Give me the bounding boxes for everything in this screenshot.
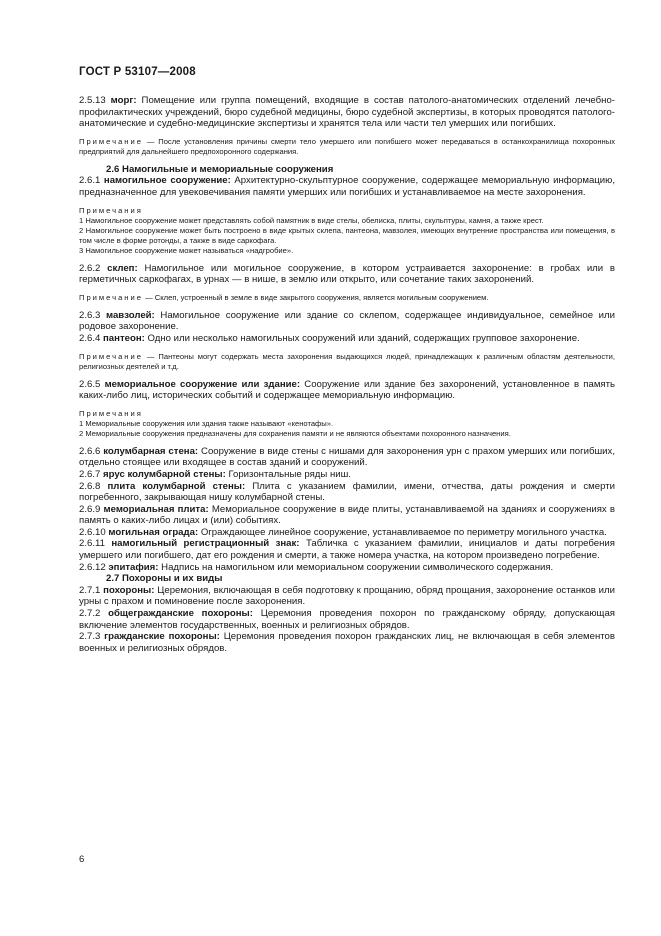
definition-number: 2.5.13: [79, 95, 106, 106]
definition-term: эпитафия:: [108, 561, 159, 573]
notes-item: 1 Намогильное сооружение может представлять собой памятник в виде стелы, обелиска, плиты, скульптуры, камня, а также крест.: [79, 215, 544, 225]
definition-term: склеп:: [107, 262, 138, 274]
definition-term: намогильный регистрационный знак:: [111, 538, 300, 550]
section-heading-2.6: [79, 164, 615, 176]
definition-2.6.5: [79, 379, 615, 402]
definition-text: Церемония, включающая в себя подготовку к прощанию, обряд прощания, захоронение останков или урны с прахом и поминовение после захоронения.: [79, 584, 615, 608]
definition-number: 2.6.9: [79, 503, 101, 515]
definition-text: Церемония проведения похорон гражданских лиц, не включающая в себя элементов военных и религиозных обрядов.: [79, 631, 615, 654]
definition-number: 2.6.8: [79, 480, 101, 492]
definition-number: 2.6.6: [79, 445, 101, 457]
definition-2.6.6: [79, 446, 615, 469]
definition-2.6.9: [79, 504, 615, 527]
definition-text: Сооружение в виде стены с нишами для захоронения урн с прахом умерших или погибших, отдельно стоящее или входящее в состав зданий и сооружений.: [79, 445, 616, 469]
definition-term: мавзолей:: [106, 309, 155, 321]
definition-text: Намогильное сооружение или здание со склепом, содержащее индивидуальное, семейное или родовое захоронение.: [79, 309, 615, 333]
definition-text: Церемония проведения похорон по гражданскому обряду, допускающая включение элементов государственных, военных и религиозных обрядов.: [79, 608, 615, 631]
definition-2.6.2: [79, 263, 615, 286]
note-label: Примечание: [79, 136, 143, 146]
definition-text: Горизонтальные ряды ниш.: [228, 468, 351, 480]
section-number: 2.6: [106, 163, 120, 175]
notes-label: Примечания: [79, 205, 143, 215]
definition-2.6.1: [79, 175, 615, 198]
notes-item: 2 Мемориальные сооружения предназначены для сохранения памяти и не являются объектами похоронного назначения.: [79, 428, 511, 438]
definition-term: колумбарная стена:: [103, 445, 199, 457]
note: [79, 137, 615, 157]
definition-2.6.8: [79, 481, 615, 504]
definition-term: намогильное сооружение:: [103, 175, 231, 187]
definition-text: Надпись на намогильном или мемориальном сооружении символического содержания.: [161, 561, 554, 573]
note-text: — После установления причины смерти тело умершего или погибшего может передаваться в останкохранилища похоронных предприятий для дальнейшего предпохоронного содержания.: [79, 136, 615, 156]
definition-text: Мемориальное сооружение в виде плиты, устанавливаемой на зданиях и сооружениях в память о каких-либо лицах и (или) событиях.: [79, 503, 615, 527]
definition-term: гражданские похороны:: [104, 631, 220, 643]
section-heading-2.7: [79, 573, 615, 585]
definition-2.6.4: [79, 333, 615, 345]
document-header: ГОСТ Р 53107—2008: [79, 66, 196, 78]
page-number: 6: [79, 854, 85, 865]
definition-text: Намогильное или могильное сооружение, в котором устраивается захоронение: в гробах или в герметичных саркофагах, в урнах — в нише, в землю или открыто, или сочетание таких захоронений.: [79, 262, 615, 286]
document-body: [79, 95, 615, 654]
definition-2.7.3: [79, 631, 615, 654]
definition-text: Одно или несколько намогильных сооружений или зданий, содержащих групповое захоронение.: [147, 332, 580, 344]
definition-text: Архитектурно-скульптурное сооружение, содержащее мемориальную информацию, предназначенное для увековечивания памяти умерших или погибших и устанавливаемое на месте захоронения.: [79, 175, 615, 198]
definition-number: 2.6.1: [79, 175, 101, 187]
definition-2.6.10: [79, 527, 615, 539]
definition-number: 2.6.2: [79, 262, 101, 274]
definition-number: 2.7.1: [79, 584, 101, 596]
definition-term: общегражданские похороны:: [108, 608, 253, 620]
notes-block: [79, 409, 615, 439]
definition-2.5.13: [79, 95, 615, 130]
definition-number: 2.6.3: [79, 309, 101, 321]
definition-term: мемориальная плита:: [103, 503, 209, 515]
definition-term: мемориальное сооружение или здание:: [104, 378, 301, 390]
definition-text: Сооружение или здание без захоронений, установленное в память каких-либо лиц, исторических событий и содержащее мемориальную информацию.: [79, 378, 616, 402]
definition-2.6.7: [79, 469, 615, 481]
definition-text: Табличка с указанием фамилии, инициалов и даты погребения умершего или погибшего, дат его рождения и смерти, а также номера участка, на котором произведено погребение.: [79, 538, 615, 562]
definition-2.7.2: [79, 608, 615, 631]
definition-text: Помещение или группа помещений, входящие в состав патолого-анатомических отделений лечебно-профилактических учреждений, бюро судебной медицины, бюро судебной экспертизы, в которых проводятся патолого-анатомические и судебно-медицинские экспертизы и хранятся тела или части тел умерших или погибших.: [79, 95, 615, 130]
notes-block: [79, 206, 615, 256]
definition-number: 2.7.3: [79, 631, 101, 643]
note-label: Примечание: [79, 351, 143, 361]
definition-term: пантеон:: [103, 332, 145, 344]
notes-item: 3 Намогильное сооружение может называться «надгробие».: [79, 245, 294, 255]
note-text: — Пантеоны могут содержать места захоронения выдающихся людей, принадлежащих к различным областям деятельности, религиозных деятелей и т.д.: [79, 351, 615, 371]
definition-number: 2.6.10: [79, 526, 106, 538]
definition-number: 2.7.2: [79, 608, 101, 620]
definition-number: 2.6.5: [79, 378, 101, 390]
definition-number: 2.6.12: [79, 561, 106, 573]
definition-number: 2.6.4: [79, 332, 101, 344]
section-title: Похороны и их виды: [122, 573, 223, 585]
notes-item: 1 Мемориальные сооружения или здания также называют «кенотафы».: [79, 418, 334, 428]
definition-term: ярус колумбарной стены:: [103, 468, 226, 480]
definition-2.6.11: [79, 538, 615, 561]
definition-number: 2.6.7: [79, 468, 101, 480]
definition-term: могильная ограда:: [108, 526, 199, 538]
definition-number: 2.6.11: [79, 538, 105, 550]
definition-2.7.1: [79, 585, 615, 608]
definition-term: морг:: [110, 95, 137, 106]
definition-text: Ограждающее линейное сооружение, устанавливаемое по периметру могильного участка.: [200, 526, 607, 538]
note-text: — Склеп, устроенный в земле в виде закрытого сооружения, является могильным сооружением.: [145, 292, 489, 302]
notes-label: Примечания: [79, 408, 143, 418]
definition-term: похороны:: [103, 584, 155, 596]
section-title: Намогильные и мемориальные сооружения: [122, 163, 334, 175]
definition-2.6.12: [79, 562, 615, 574]
note: [79, 293, 615, 303]
definition-term: плита колумбарной стены:: [107, 480, 246, 492]
section-number: 2.7: [106, 573, 120, 585]
note-label: Примечание: [79, 292, 143, 302]
definition-2.6.3: [79, 310, 615, 333]
definition-text: Плита с указанием фамилии, имени, отчества, даты рождения и смерти погребенного, закрывающая нишу колумбарной стены.: [79, 480, 615, 504]
note: [79, 352, 615, 372]
notes-item: 2 Намогильное сооружение может быть построено в виде крытых склепа, пантеона, мавзолея, имеющих внутренние пространства или помещения, в том числе в форме ротонды, а также в виде саркофага.: [79, 225, 615, 245]
